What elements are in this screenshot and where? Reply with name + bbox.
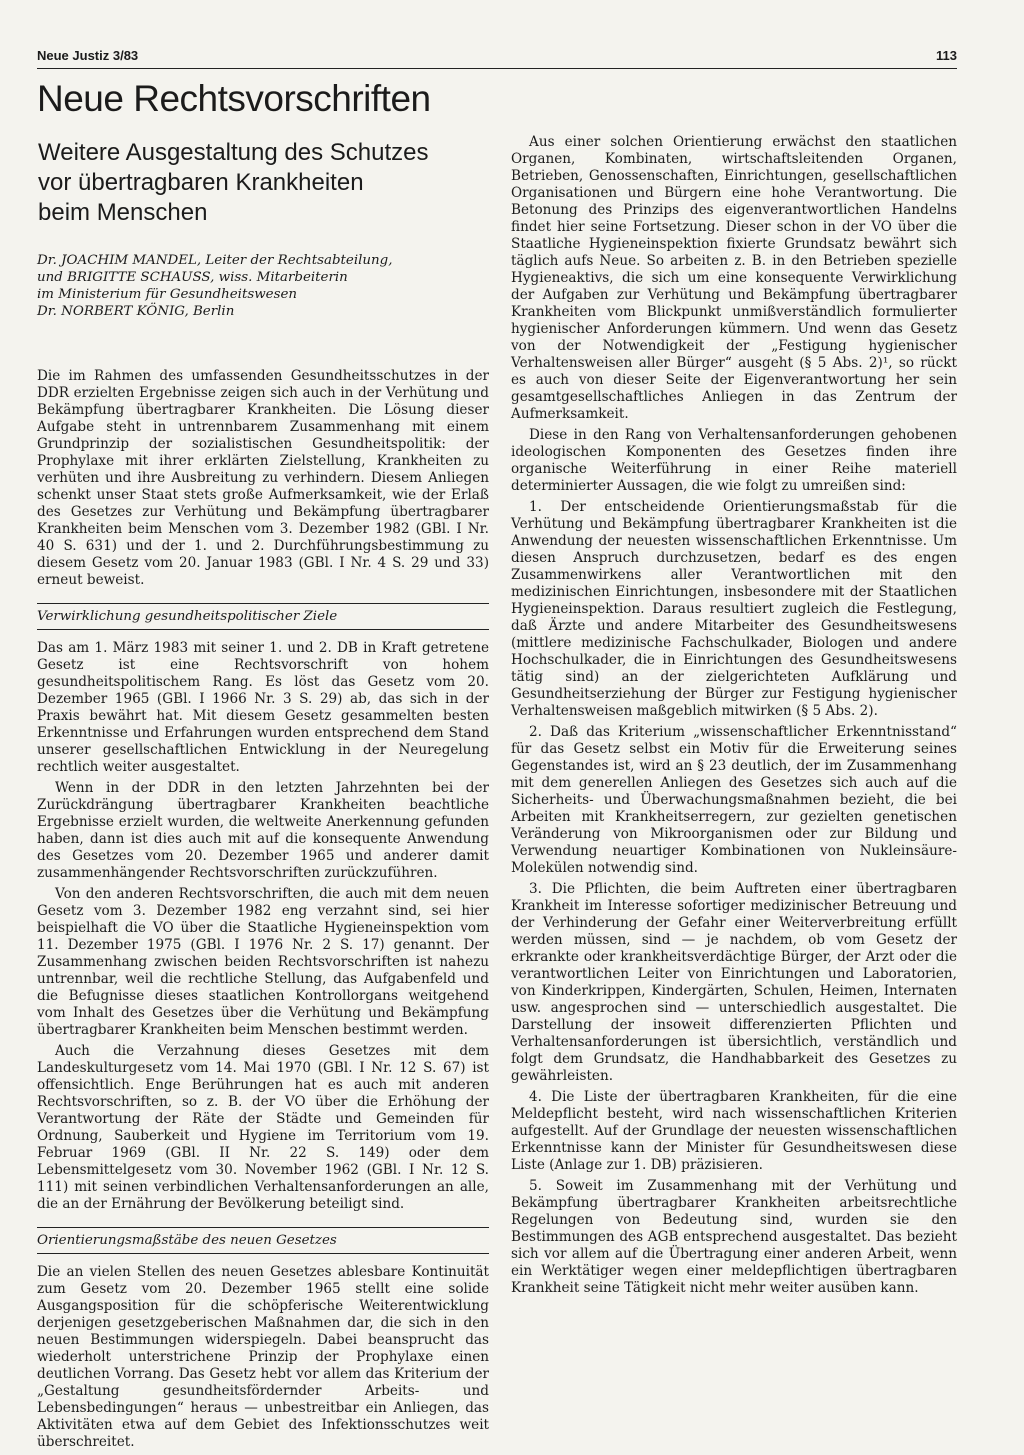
article-title-line: beim Menschen [38, 199, 208, 226]
intro-paragraph: Die im Rahmen des umfassenden Gesundheitsschutzes in der DDR erzielten Ergebnisse zeigen sich auch in der Verhütung und Bekämpfung übertragbarer Krankheiten. Die Lösung dieser Aufgabe steht in untrennbarem Zusammenhang mit einem Grundprinzip der sozialistischen Gesundheitspolitik: der Prophylaxe mit ihrer erklärten Zielstellung, Krankheiten zu verhüten und ihre Ausbreitung zu verhindern. Diesem Anliegen schenkt unser Staat stets große Aufmerksamkeit, wie der Erlaß des Gesetzes zur Verhütung und Bekämpfung übertragbarer Krankheiten beim Menschen vom 3. Dezember 1982 (GBl. I Nr. 40 S. 631) und der 1. und 2. Durchführungsbestimmung zu diesem Gesetz vom 20. Januar 1983 (GBl. I Nr. 4 S. 29 und 33) erneut beweist. [37, 368, 489, 588]
numbered-item: 2. Daß das Kriterium „wissenschaftlicher Erkenntnisstand“ für das Gesetz selbst ein Motiv für die Erweiterung seines Gegenstandes ist, wird an § 23 deutlich, der im Zusammenhang mit dem generellen Anliegen des Gesetzes sich auch auf die Sicherheits- und Überwachungsmaßnahmen bezieht, die bei Arbeiten mit Krankheitserregern, zur gezielten genetischen Veränderung von Mikroorganismen oder zur Bildung und Verwendung neuartiger Kombinationen von Nukleinsäure-Molekülen notwendig sind. [511, 724, 957, 876]
page-number: 113 [936, 48, 957, 63]
body-paragraph: Von den anderen Rechtsvorschriften, die auch mit dem neuen Gesetz vom 3. Dezember 1982 eng verzahnt sind, sei hier beispielhaft die VO über die Staatliche Hygieneinspektion vom 11. Dezember 1975 (GBl. I 1976 Nr. 2 S. 17) genannt. Der Zusammenhang zwischen beiden Rechtsvorschriften ist nahezu untrennbar, weil die rechtliche Stellung, das Aufgabenfeld und die Befugnisse dieses staatlichen Kontrollorgans weitgehend vom Inhalt des Gesetzes über die Verhütung und Bekämpfung übertragbarer Krankheiten beim Menschen bestimmt werden. [37, 886, 489, 1038]
author-line: im Ministerium für Gesundheitswesen [37, 287, 298, 302]
section-title: Neue Rechtsvorschriften [37, 78, 431, 119]
running-head [37, 48, 957, 69]
body-paragraph: Wenn in der DDR in den letzten Jahrzehnten bei der Zurückdrängung übertragbarer Krankheiten beachtliche Ergebnisse erzielt wurden, die weltweite Anerkennung gefunden haben, dann ist dies auch mit auf die konsequente Anwendung des Gesetzes vom 20. Dezember 1965 und anderer damit zusammenhängender Rechtsvorschriften zurückzuführen. [37, 780, 489, 881]
article-title-line: Weitere Ausgestaltung des Schutzes [38, 139, 429, 166]
article-title-line: vor übertragbaren Krankheiten [38, 169, 364, 196]
author-block [37, 252, 489, 320]
section-heading: Verwirklichung gesundheitspolitischer Ziele [37, 603, 489, 630]
body-paragraph: Die an vielen Stellen des neuen Gesetzes ablesbare Kontinuität zum Gesetz vom 20. Dezember 1965 stellt eine solide Ausgangsposition für die schöpferische Weiterentwicklung derjenigen gesetzgeberischen Maßnahmen dar, die sich in den neuen Bestimmungen widerspiegeln. Dabei beansprucht das wiederholt unterstrichene Prinzip der Prophylaxe einen deutlichen Vorrang. Das Gesetz hebt vor allem das Kriterium der „Gestaltung gesundheitsfördernder Arbeits- und Lebensbedingungen“ heraus — unbestreitbar ein Anliegen, das Aktivitäten etwa auf dem Gebiet des Infektionsschutzes weit überschreitet. [37, 1264, 489, 1450]
body-paragraph: Aus einer solchen Orientierung erwächst den staatlichen Organen, Kombinaten, wirtschaftsleitenden Organen, Betrieben, Genossenschaften, Einrichtungen, gesellschaftlichen Organisationen und Bürgern eine hohe Verantwortung. Die Betonung des Prinzips des eigenverantwortlichen Handelns findet hier seine Fortsetzung. Dieser schon in der VO über die Staatliche Hygieneinspektion fixierte Grundsatz bewährt sich täglich aufs Neue. So arbeiten z. B. in den Betrieben spezielle Hygieneaktivs, die sich um eine konsequente Verwirklichung der Aufgaben zur Verhütung und Bekämpfung übertragbarer Krankheiten vom Blickpunkt unmißverständlich formulierter hygienischer Anforderungen kümmern. Und wenn das Gesetz von der Notwendigkeit der „Festigung hygienischer Verhaltensweisen aller Bürger“ ausgeht (§ 5 Abs. 2)¹, so rückt es auch von dieser Seite der Eigenverantwortung her sein gesamtgesellschaftliches Anliegen in das Zentrum der Aufmerksamkeit. [511, 134, 957, 422]
author-line: Dr. JOACHIM MANDEL, Leiter der Rechtsabteilung, [37, 253, 393, 268]
numbered-item: 1. Der entscheidende Orientierungsmaßstab für die Verhütung und Bekämpfung übertragbarer Krankheiten ist die Anwendung der neuesten wissenschaftlichen Erkenntnisse. Um diesen Anspruch durchzusetzen, bedarf es des engen Zusammenwirkens aller Verantwortlichen mit den medizinischen Einrichtungen, insbesondere mit der Staatlichen Hygieneinspektion. Daraus resultiert zugleich die Festlegung, daß Ärzte und andere Mitarbeiter des Gesundheitswesens (mittlere medizinische Fachschulkader, Biologen und andere Hochschulkader, die in Einrichtungen des Gesundheitswesens tätig sind) an der zielgerichteten Aufklärung und Gesundheitserziehung der Bürger zur Festigung hygienischer Verhaltensweisen maßgeblich mitwirken (§ 5 Abs. 2). [511, 499, 957, 719]
author-line: Dr. NORBERT KÖNIG, Berlin [37, 304, 235, 319]
left-column [37, 138, 489, 1455]
numbered-item: 5. Soweit im Zusammenhang mit der Verhütung und Bekämpfung übertragbarer Krankheiten arbeitsrechtliche Regelungen von Bedeutung sind, wurden sie den Bestimmungen des AGB entsprechend ausgestaltet. Das bezieht sich vor allem auf die Übertragung einer anderen Arbeit, wenn ein Werktätiger wegen einer meldepflichtigen übertragbaren Krankheit seine Tätigkeit nicht mehr weiter ausüben kann. [511, 1178, 957, 1296]
section-heading: Orientierungsmaßstäbe des neuen Gesetzes [37, 1227, 489, 1254]
body-paragraph: Das am 1. März 1983 mit seiner 1. und 2. DB in Kraft getretene Gesetz ist eine Rechtsvorschrift von hohem gesundheitspolitischem Rang. Es löst das Gesetz vom 20. Dezember 1965 (GBl. I 1966 Nr. 3 S. 29) ab, das sich in der Praxis bewährt hat. Mit diesem Gesetz gesammelten besten Erkenntnisse und Erfahrungen wurden entsprechend dem Stand unserer gesellschaftlichen Entwicklung in der Neuregelung rechtlich weiter ausgestaltet. [37, 640, 489, 775]
numbered-item: 3. Die Pflichten, die beim Auftreten einer übertragbaren Krankheit im Interesse sofortiger medizinischer Betreuung und der Verhinderung der Gefahr einer Weiterverbreitung erfüllt werden müssen, sind — je nachdem, ob vom Gesetz der erkrankte oder krankheitsverdächtige Bürger, der Arzt oder die verantwortlichen Leiter von Einrichtungen und Laboratorien, von Kinderkrippen, Kindergärten, Schulen, Heimen, Internaten usw. angesprochen sind — unterschiedlich ausgestaltet. Die Darstellung der insoweit differenzierten Pflichten und Verhaltensanforderungen ist übersichtlich, verständlich und folgt dem Grundsatz, die Handhabbarkeit des Gesetzes zu gewährleisten. [511, 881, 957, 1084]
body-paragraph: Auch die Verzahnung dieses Gesetzes mit dem Landeskulturgesetz vom 14. Mai 1970 (GBl. I Nr. 12 S. 67) ist offensichtlich. Enge Berührungen hat es auch mit anderen Rechtsvorschriften, so z. B. der VO über die Erhöhung der Verantwortung der Räte der Städte und Gemeinden für Ordnung, Sauberkeit und Hygiene im Territorium vom 19. Februar 1969 (GBl. II Nr. 22 S. 149) oder dem Lebensmittelgesetz vom 30. November 1962 (GBl. I Nr. 12 S. 111) mit seinen verbindlichen Verhaltensanforderungen an alle, die an der Ernährung der Bevölkerung beteiligt sind. [37, 1043, 489, 1212]
author-line: und BRIGITTE SCHAUSS, wiss. Mitarbeiterin [37, 270, 348, 285]
article-title [37, 138, 489, 228]
right-column [511, 134, 957, 1301]
body-paragraph: Diese in den Rang von Verhaltensanforderungen gehobenen ideologischen Komponenten des Gesetzes finden ihre organische Weiterführung in einer Reihe materiell determinierter Aussagen, die wie folgt zu umreißen sind: [511, 427, 957, 494]
journal-issue: Neue Justiz 3/83 [37, 48, 139, 63]
numbered-item: 4. Die Liste der übertragbaren Krankheiten, für die eine Meldepflicht besteht, wird nach wissenschaftlichen Kriterien aufgestellt. Auf der Grundlage der neuesten wissenschaftlichen Erkenntnisse kann der Minister für Gesundheitswesen diese Liste (Anlage zur 1. DB) präzisieren. [511, 1089, 957, 1173]
